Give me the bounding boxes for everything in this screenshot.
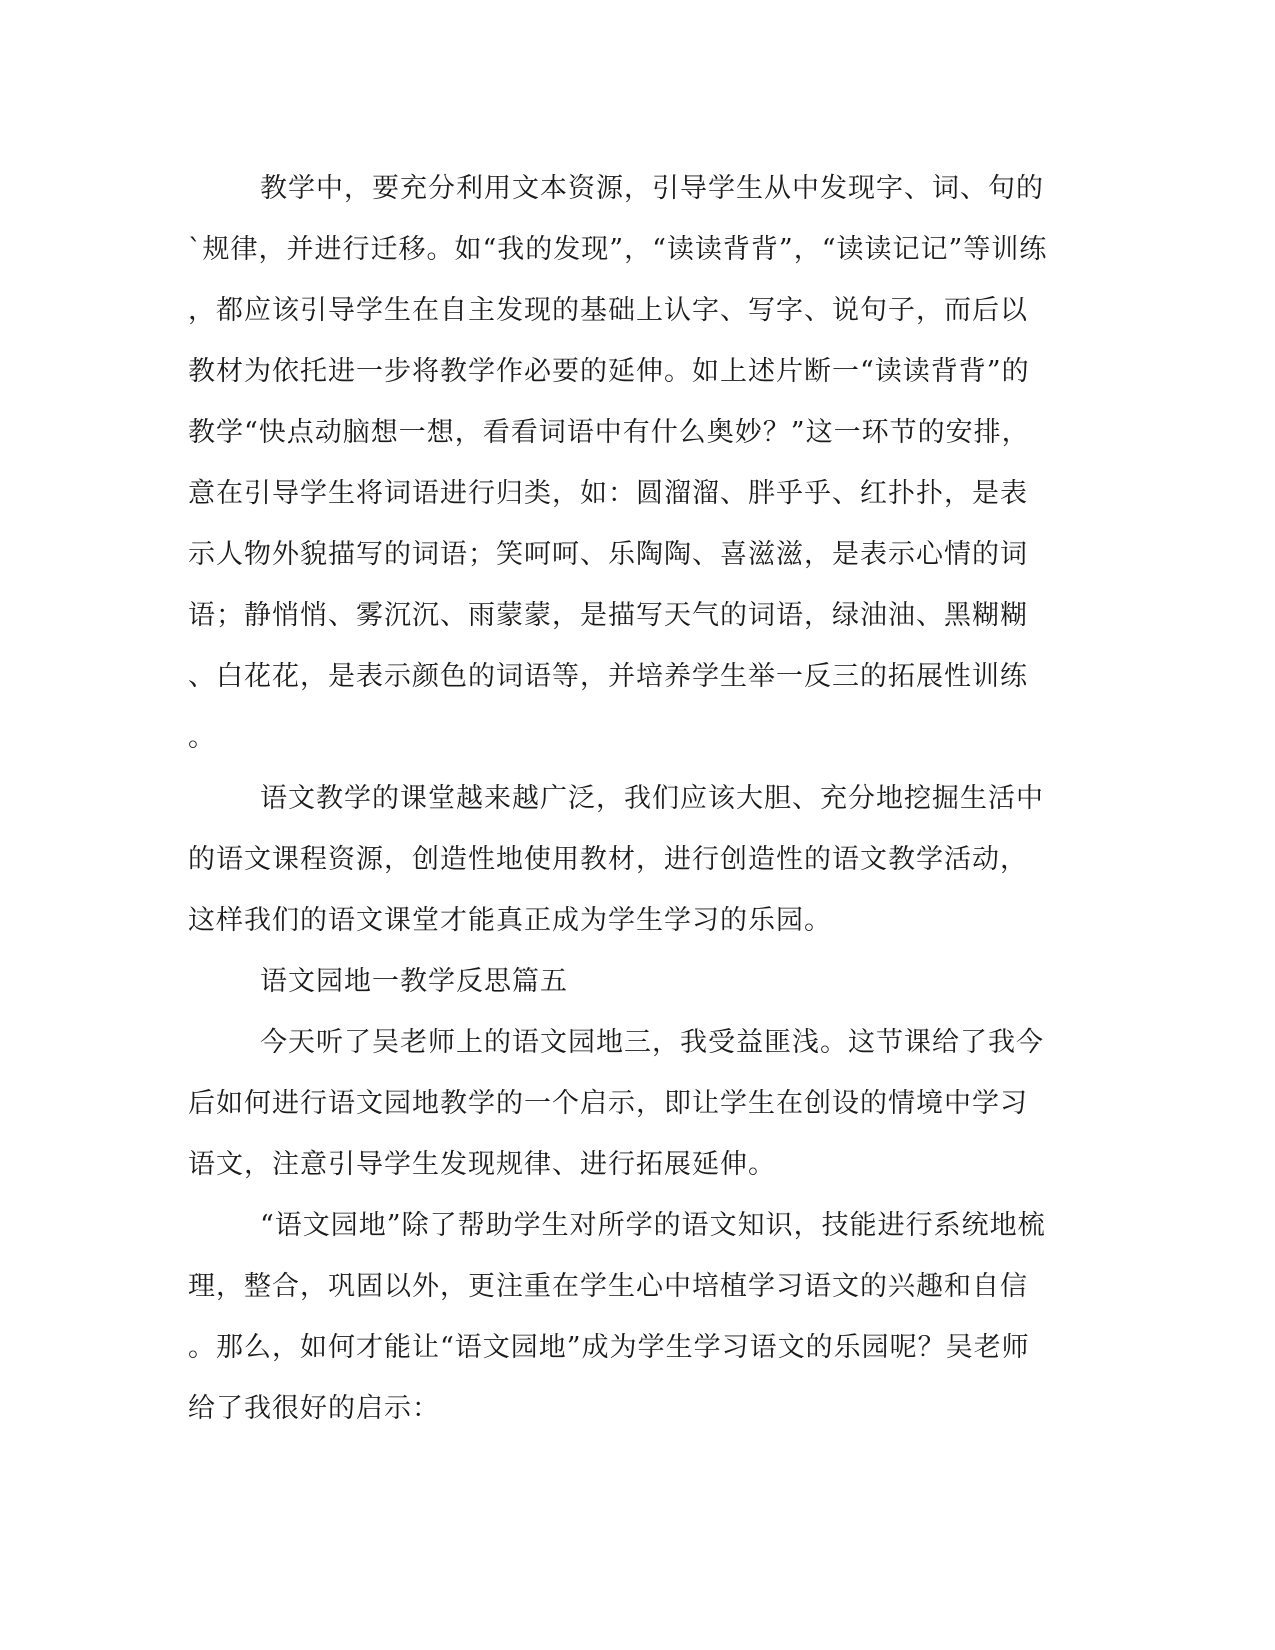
text-line: 语；静悄悄、雾沉沉、雨蒙蒙，是描写天气的词语，绿油油、黑糊糊 bbox=[188, 600, 1028, 631]
section-heading: 语文园地一教学反思篇五 bbox=[260, 966, 568, 997]
text-line: 给了我很好的启示： bbox=[188, 1393, 440, 1424]
text-line: 这样我们的语文课堂才能真正成为学生学习的乐园。 bbox=[188, 905, 832, 936]
text-line: 后如何进行语文园地教学的一个启示，即让学生在创设的情境中学习 bbox=[188, 1088, 1028, 1119]
text-line: 语文教学的课堂越来越广泛，我们应该大胆、充分地挖掘生活中 bbox=[260, 783, 1044, 814]
text-line: 、白花花，是表示颜色的词语等，并培养学生举一反三的拓展性训练 bbox=[188, 661, 1028, 692]
text-line: “语文园地”除了帮助学生对所学的语文知识，技能进行系统地梳 bbox=[260, 1210, 1046, 1241]
text-line: 。 bbox=[188, 722, 216, 753]
text-line: 语文，注意引导学生发现规律、进行拓展延伸。 bbox=[188, 1149, 776, 1180]
text-line: 今天听了吴老师上的语文园地三，我受益匪浅。这节课给了我今 bbox=[260, 1027, 1044, 1058]
text-line: 意在引导学生将词语进行归类，如：圆溜溜、胖乎乎、红扑扑，是表 bbox=[188, 478, 1028, 509]
text-line: 示人物外貌描写的词语；笑呵呵、乐陶陶、喜滋滋，是表示心情的词 bbox=[188, 539, 1028, 570]
text-line: 。那么，如何才能让“语文园地”成为学生学习语文的乐园呢？吴老师 bbox=[188, 1332, 1030, 1363]
document-body bbox=[188, 158, 1068, 1439]
text-line: `规律，并进行迁移。如“我的发现”，“读读背背”，“读读记记”等训练 bbox=[188, 234, 1048, 265]
text-line: 理，整合，巩固以外，更注重在学生心中培植学习语文的兴趣和自信 bbox=[188, 1271, 1028, 1302]
text-line: 教学“快点动脑想一想，看看词语中有什么奥妙？”这一环节的安排， bbox=[188, 417, 1030, 448]
text-line: 的语文课程资源，创造性地使用教材，进行创造性的语文教学活动， bbox=[188, 844, 1028, 875]
text-line: ，都应该引导学生在自主发现的基础上认字、写字、说句子，而后以 bbox=[188, 295, 1028, 326]
text-line: 教学中，要充分利用文本资源，引导学生从中发现字、词、句的 bbox=[260, 173, 1044, 204]
text-line: 教材为依托进一步将教学作必要的延伸。如上述片断一“读读背背”的 bbox=[188, 356, 1030, 387]
